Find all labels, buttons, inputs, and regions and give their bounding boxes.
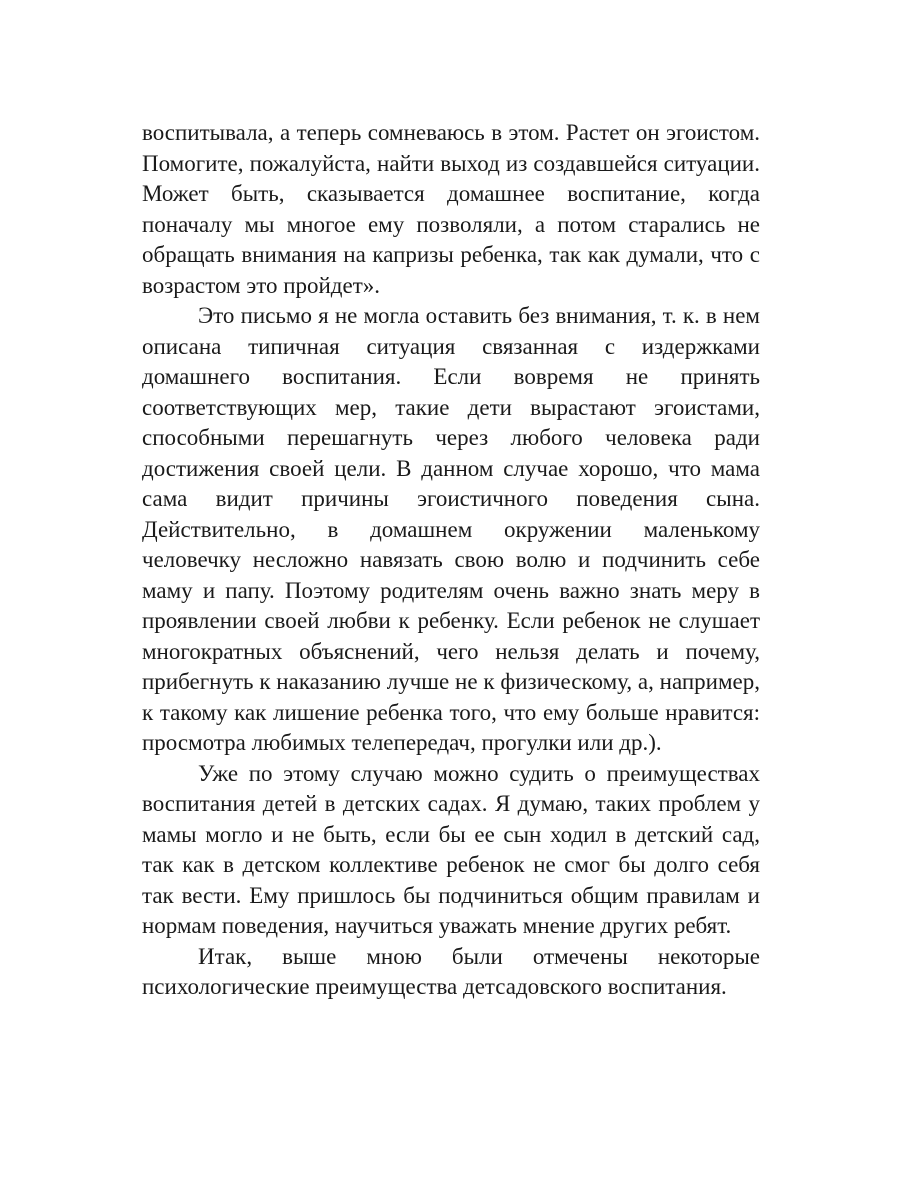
paragraph-2: Это письмо я не могла оставить без внимания, т. к. в нем описана типичная ситуация связанная с издержками домашнего воспитания. Если вовремя не принять соответствующих мер, такие дети вырастают эгоистами, способными перешагнуть через любого человека ради достижения своей цели. В данном случае хорошо, что мама сама видит причины эгоистичного поведения сына. Действительно, в домашнем окружении маленькому человечку несложно навязать свою волю и подчинить себе маму и папу. Поэтому родителям очень важно знать меру в проявлении своей любви к ребенку. Если ребенок не слушает многократных объяснений, чего нельзя делать и почему, прибегнуть к наказанию лучше не к физическому, а, например, к такому как лишение ребенка того, что ему больше нравится: просмотра любимых телепередач, прогулки или др.). (142, 303, 760, 755)
body-text (142, 118, 760, 1003)
paragraph-4: Итак, выше мною были отмечены некоторые психологические преимущества детсадовского воспитания. (142, 943, 760, 999)
paragraph-1: воспитывала, а теперь сомневаюсь в этом. Растет он эгоистом. Помогите, пожалуйста, найти выход из создавшейся ситуации. Может быть, сказывается домашнее воспитание, когда поначалу мы многое ему позволяли, а потом старались не обращать внимания на капризы ребенка, так как думали, что с возрастом это пройдет». (142, 120, 760, 298)
paragraph-3: Уже по этому случаю можно судить о преимуществах воспитания детей в детских садах. Я думаю, таких проблем у мамы могло и не быть, если бы ее сын ходил в детский сад, так как в детском коллективе ребенок не смог бы долго себя так вести. Ему пришлось бы подчиниться общим правилам и нормам поведения, научиться уважать мнение других ребят. (142, 760, 760, 938)
